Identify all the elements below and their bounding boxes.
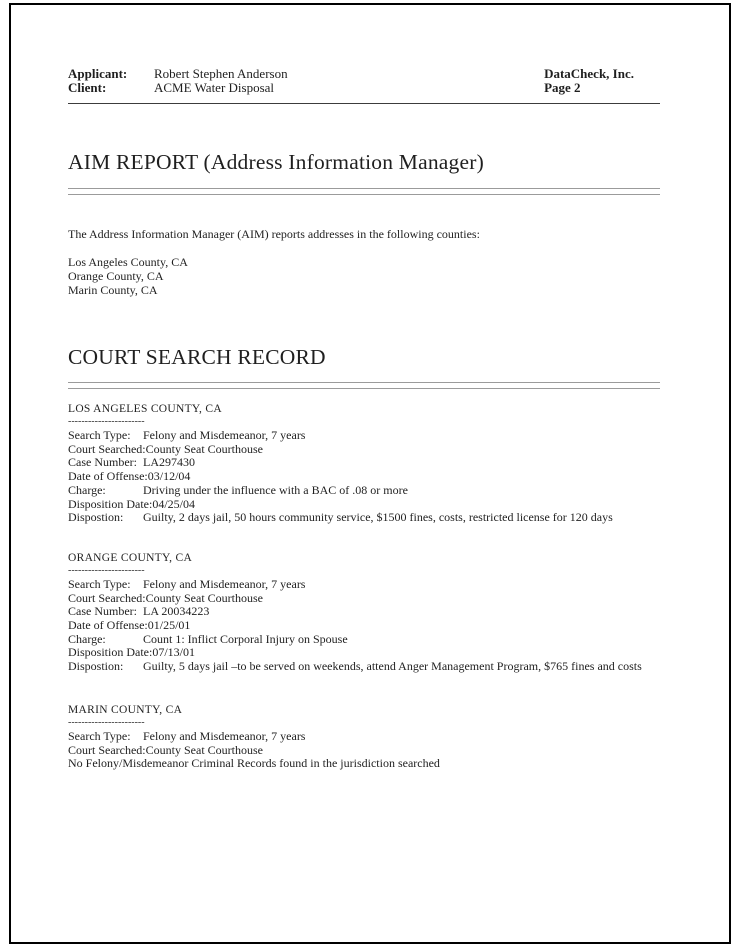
- record-row: [68, 443, 660, 457]
- header-value-column: [154, 67, 544, 95]
- record-label: Charge:: [68, 482, 106, 497]
- record-label: Court Searched:: [68, 590, 146, 605]
- record-label: Search Type:: [68, 428, 131, 442]
- record-value: 01/25/01: [147, 618, 191, 633]
- applicant-label: Applicant:: [68, 66, 128, 81]
- record-value: LA 20034223: [143, 604, 210, 619]
- county-heading: LOS ANGELES COUNTY, CA: [68, 403, 222, 415]
- aim-report-title: AIM REPORT (Address Information Manager): [68, 150, 484, 174]
- record-row: [68, 470, 660, 484]
- record-label: Charge:: [68, 631, 106, 646]
- county-list-item: Marin County, CA: [68, 283, 158, 297]
- record-value: County Seat Courthouse: [145, 742, 263, 757]
- record-row: [68, 605, 660, 619]
- record-value: Felony and Misdemeanor, 7 years: [143, 728, 306, 743]
- record-row: [68, 619, 660, 633]
- header-right-block: [544, 67, 634, 95]
- aim-intro-text: The Address Information Manager (AIM) reports addresses in the following counties:: [68, 227, 480, 241]
- record-row: [68, 484, 660, 498]
- record-row: [68, 429, 660, 443]
- record-value: LA297430: [143, 455, 195, 470]
- record-row: [68, 456, 660, 470]
- record-label: Search Type:: [68, 728, 131, 743]
- aim-title-rule: [68, 188, 660, 195]
- record-value: 03/12/04: [147, 469, 191, 484]
- page-content: [11, 5, 729, 771]
- record-value: Guilty, 5 days jail –to be served on weekends, attend Anger Management Program, $765 fines and costs: [143, 659, 642, 674]
- county-list-item: Los Angeles County, CA: [68, 255, 188, 269]
- record-value: Felony and Misdemeanor, 7 years: [143, 576, 306, 591]
- record-value: Guilty, 2 days jail, 50 hours community service, $1500 fines, costs, restricted license for 120 days: [143, 510, 613, 525]
- record-label: Dispostion:: [68, 510, 124, 525]
- record-value: Count 1: Inflict Corporal Injury on Spouse: [143, 631, 348, 646]
- record-value: 07/13/01: [152, 645, 195, 660]
- record-value: Felony and Misdemeanor, 7 years: [143, 428, 306, 442]
- record-rows: [68, 429, 660, 525]
- county-list-item: Orange County, CA: [68, 269, 164, 283]
- aim-county-list: [68, 255, 660, 297]
- record-row: [68, 633, 660, 647]
- record-label: Dispostion:: [68, 659, 124, 674]
- report-page: [9, 3, 731, 944]
- record-label: Disposition Date:: [68, 496, 153, 511]
- page-number: Page 2: [544, 80, 581, 95]
- court-search-title: COURT SEARCH RECORD: [68, 345, 326, 369]
- document-header: [68, 67, 660, 95]
- record-row: [68, 660, 660, 674]
- record-row: [68, 744, 660, 758]
- record-row: [68, 730, 660, 744]
- client-value: ACME Water Disposal: [154, 80, 275, 95]
- header-rule: [68, 103, 660, 104]
- court-title-rule: [68, 382, 660, 389]
- record-label: Date of Offense:: [68, 469, 148, 484]
- record-label: Date of Offense:: [68, 618, 148, 633]
- record-row: [68, 592, 660, 606]
- county-heading: ORANGE COUNTY, CA: [68, 551, 193, 564]
- record-rows: [68, 730, 660, 771]
- record-row: [68, 578, 660, 592]
- record-row: [68, 646, 660, 660]
- record-value: Driving under the influence with a BAC of .08 or more: [143, 482, 408, 497]
- record-label: Disposition Date:: [68, 645, 153, 660]
- record-label: Court Searched:: [68, 441, 146, 456]
- record-row: [68, 498, 660, 512]
- record-label: Case Number:: [68, 455, 137, 470]
- record-label: Search Type:: [68, 576, 131, 591]
- record-note: No Felony/Misdemeanor Criminal Records found in the jurisdiction searched: [68, 756, 440, 771]
- court-record-los-angeles: [68, 403, 660, 525]
- record-label: Court Searched:: [68, 742, 146, 757]
- record-row: [68, 511, 660, 525]
- record-value: County Seat Courthouse: [145, 590, 263, 605]
- record-value: County Seat Courthouse: [145, 441, 263, 456]
- header-label-column: [68, 67, 154, 95]
- county-divider: -----------------------: [68, 416, 145, 427]
- county-heading: MARIN COUNTY, CA: [68, 703, 183, 716]
- record-value: 04/25/04: [152, 496, 195, 511]
- record-rows: [68, 578, 660, 674]
- county-divider: -----------------------: [68, 716, 145, 728]
- client-label: Client:: [68, 80, 107, 95]
- applicant-value: Robert Stephen Anderson: [154, 66, 288, 81]
- court-record-orange: [68, 552, 660, 674]
- record-label: Case Number:: [68, 604, 137, 619]
- company-name: DataCheck, Inc.: [544, 66, 634, 81]
- county-divider: -----------------------: [68, 564, 145, 576]
- court-record-marin: [68, 704, 660, 771]
